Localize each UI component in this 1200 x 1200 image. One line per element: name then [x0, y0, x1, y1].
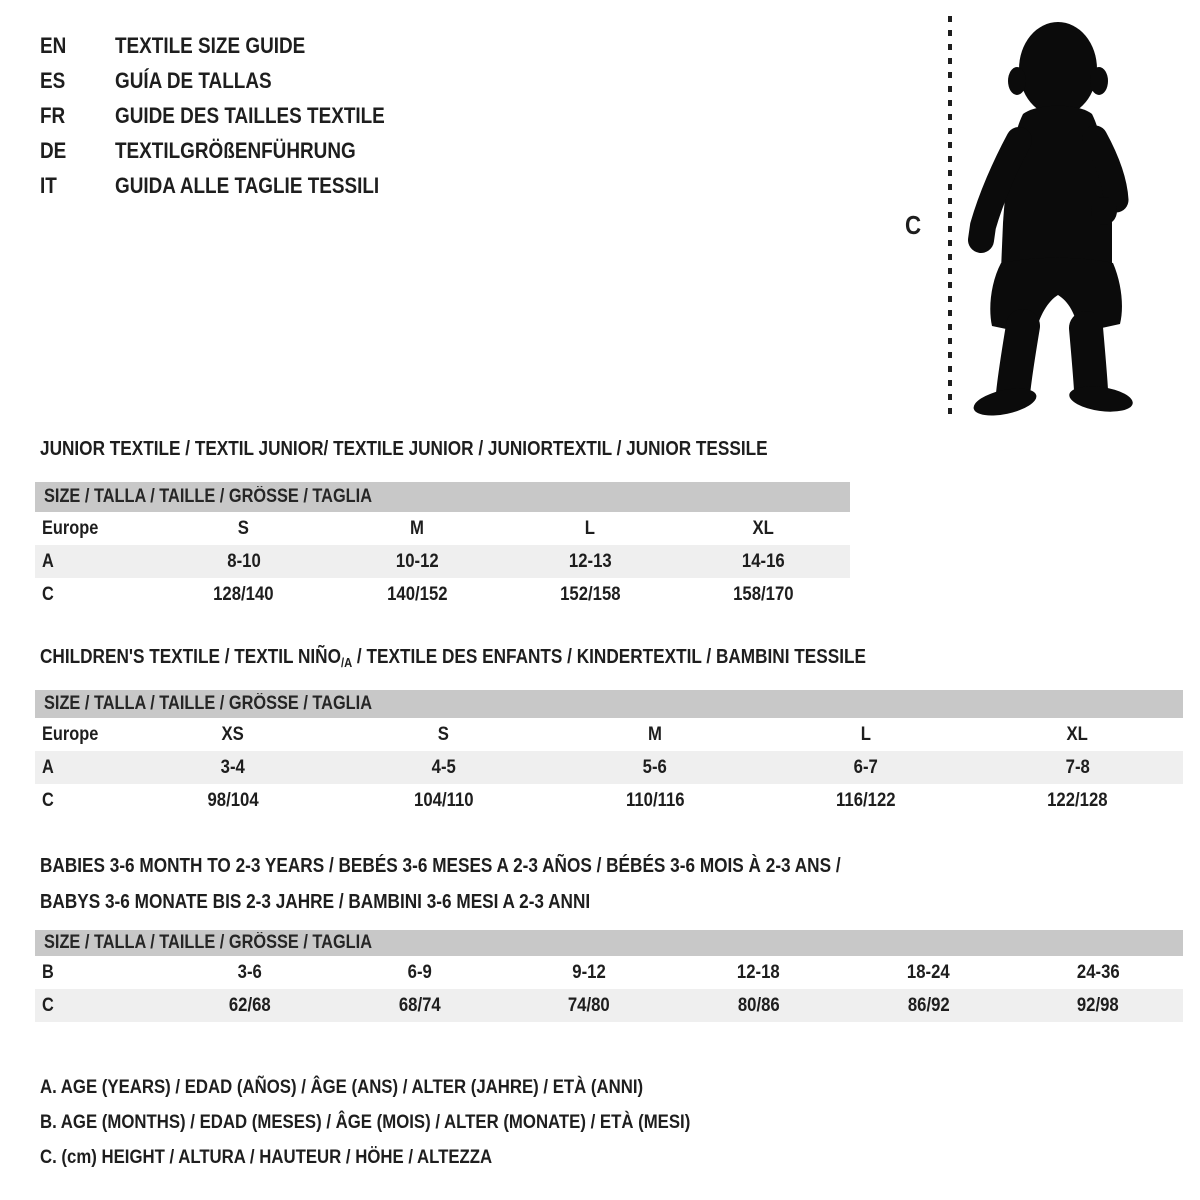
age-value: 8-10: [226, 550, 261, 572]
row-label: A: [42, 550, 54, 572]
age-value: 12-18: [737, 961, 781, 983]
height-measure-line: [948, 16, 952, 416]
table-row-age-months: [35, 956, 1183, 989]
size-table: [35, 718, 1183, 817]
height-value: 152/158: [559, 583, 621, 605]
children-size-table: [35, 690, 1183, 817]
age-value: 4-5: [431, 756, 456, 778]
size-table-header-bar: SIZE / TALLA / TAILLE / GRÖSSE / TAGLIA: [35, 690, 1183, 718]
junior-size-table: [35, 482, 850, 611]
size-value: S: [238, 517, 250, 539]
language-code: DE: [40, 138, 67, 163]
size-value: L: [861, 723, 872, 745]
language-title: GUIDA ALLE TAGLIE TESSILI: [115, 173, 380, 198]
language-title-list: [40, 28, 429, 203]
size-value: M: [647, 723, 662, 745]
row-label: A: [42, 756, 54, 778]
age-value: 5-6: [642, 756, 668, 778]
legend-line-c: C. (cm) HEIGHT / ALTURA / HAUTEUR / HÖHE / ALTEZZA: [40, 1146, 493, 1168]
size-value: XL: [752, 517, 775, 539]
row-label: C: [42, 789, 54, 811]
age-value: 3-6: [237, 961, 262, 983]
language-row: [40, 133, 429, 168]
table-row-europe: [35, 718, 1183, 751]
silhouette-head: [1019, 22, 1097, 116]
height-value: 62/68: [228, 994, 271, 1016]
silhouette-leg-right: [1086, 328, 1091, 390]
table-row-height: [35, 784, 1183, 817]
table-row-europe: [35, 512, 850, 545]
silhouette-leg-left: [1013, 326, 1023, 394]
height-value: 128/140: [213, 583, 274, 605]
size-value: XS: [221, 723, 244, 745]
height-value: 104/110: [414, 789, 474, 811]
age-value: 9-12: [572, 961, 606, 983]
height-value: 92/98: [1077, 994, 1120, 1016]
language-code: ES: [40, 68, 66, 93]
language-title: GUIDE DES TAILLES TEXTILE: [115, 103, 385, 128]
height-value: 116/122: [836, 789, 896, 811]
junior-section-title: JUNIOR TEXTILE / TEXTIL JUNIOR/ TEXTILE JUNIOR / JUNIORTEXTIL / JUNIOR TESSILE: [40, 438, 768, 460]
size-table-header-bar: SIZE / TALLA / TAILLE / GRÖSSE / TAGLIA: [35, 930, 1183, 956]
table-row-age: [35, 545, 850, 578]
height-value: 122/128: [1047, 789, 1108, 811]
size-value: M: [409, 517, 424, 539]
height-value: 86/92: [907, 994, 950, 1016]
height-value: 110/116: [625, 789, 685, 811]
size-value: L: [585, 517, 596, 539]
table-row-height: [35, 578, 850, 611]
age-value: 3-4: [220, 756, 245, 778]
silhouette-hand-right: [1091, 197, 1117, 225]
language-row: [40, 28, 429, 63]
babies-size-table: [35, 930, 1183, 1022]
size-table: [35, 512, 850, 611]
language-code: FR: [40, 103, 66, 128]
children-section-title: CHILDREN'S TEXTILE / TEXTIL $NIÑO_{/A}$ / TEXTILE DES ENFANTS / KINDERTEXTIL / BAMBINI TESSILE: [40, 646, 866, 670]
size-value: XL: [1066, 723, 1089, 745]
babies-section-title: [40, 848, 971, 920]
size-value: S: [438, 723, 450, 745]
language-code: EN: [40, 33, 67, 58]
language-row: [40, 63, 429, 98]
babies-title-line1: BABIES 3-6 MONTH TO 2-3 YEARS / BEBÉS 3-6 MESES A 2-3 AÑOS / BÉBÉS 3-6 MOIS À 2-3 ANS /: [40, 855, 841, 877]
height-value: 68/74: [398, 994, 441, 1016]
language-code: IT: [40, 173, 57, 198]
height-value: 74/80: [568, 994, 611, 1016]
age-value: 18-24: [907, 961, 950, 983]
height-value: 98/104: [207, 789, 259, 811]
row-label: C: [42, 994, 54, 1016]
table-row-age: [35, 751, 1183, 784]
height-value: 140/152: [386, 583, 448, 605]
language-row: [40, 168, 429, 203]
height-value: 80/86: [737, 994, 780, 1016]
nino-a-subscript: /A: [340, 655, 353, 670]
language-title: TEXTILE SIZE GUIDE: [115, 33, 306, 58]
silhouette-ear-right: [1090, 67, 1108, 95]
age-value: 7-8: [1065, 756, 1090, 778]
figure-height-label: C: [905, 210, 922, 240]
row-label: Europe: [42, 723, 99, 745]
age-value: 14-16: [741, 550, 785, 572]
row-label: B: [42, 961, 54, 983]
height-value: 158/170: [733, 583, 794, 605]
legend-line-a: A. AGE (YEARS) / EDAD (AÑOS) / ÂGE (ANS) / ALTER (JAHRE) / ETÀ (ANNI): [40, 1076, 644, 1098]
silhouette-ear-left: [1008, 67, 1026, 95]
size-table-header-bar: SIZE / TALLA / TAILLE / GRÖSSE / TAGLIA: [35, 482, 850, 512]
age-value: 6-7: [854, 756, 879, 778]
legend-line-b: B. AGE (MONTHS) / EDAD (MESES) / ÂGE (MOIS) / ALTER (MONATE) / ETÀ (MESI): [40, 1111, 691, 1133]
babies-title-line2: BABYS 3-6 MONATE BIS 2-3 JAHRE / BAMBINI 3-6 MESI A 2-3 ANNI: [40, 891, 591, 913]
language-row: [40, 98, 429, 133]
row-label: C: [42, 583, 54, 605]
age-value: 24-36: [1076, 961, 1120, 983]
row-label: Europe: [42, 517, 99, 539]
age-value: 12-13: [568, 550, 612, 572]
age-value: 6-9: [407, 961, 432, 983]
table-row-height: [35, 989, 1183, 1022]
toddler-silhouette-icon: [965, 18, 1137, 418]
age-value: 10-12: [395, 550, 439, 572]
size-table: [35, 956, 1183, 1022]
language-title: GUÍA DE TALLAS: [115, 68, 272, 93]
language-title: TEXTILGRÖßENFÜHRUNG: [115, 138, 356, 163]
legend: [40, 1070, 796, 1175]
